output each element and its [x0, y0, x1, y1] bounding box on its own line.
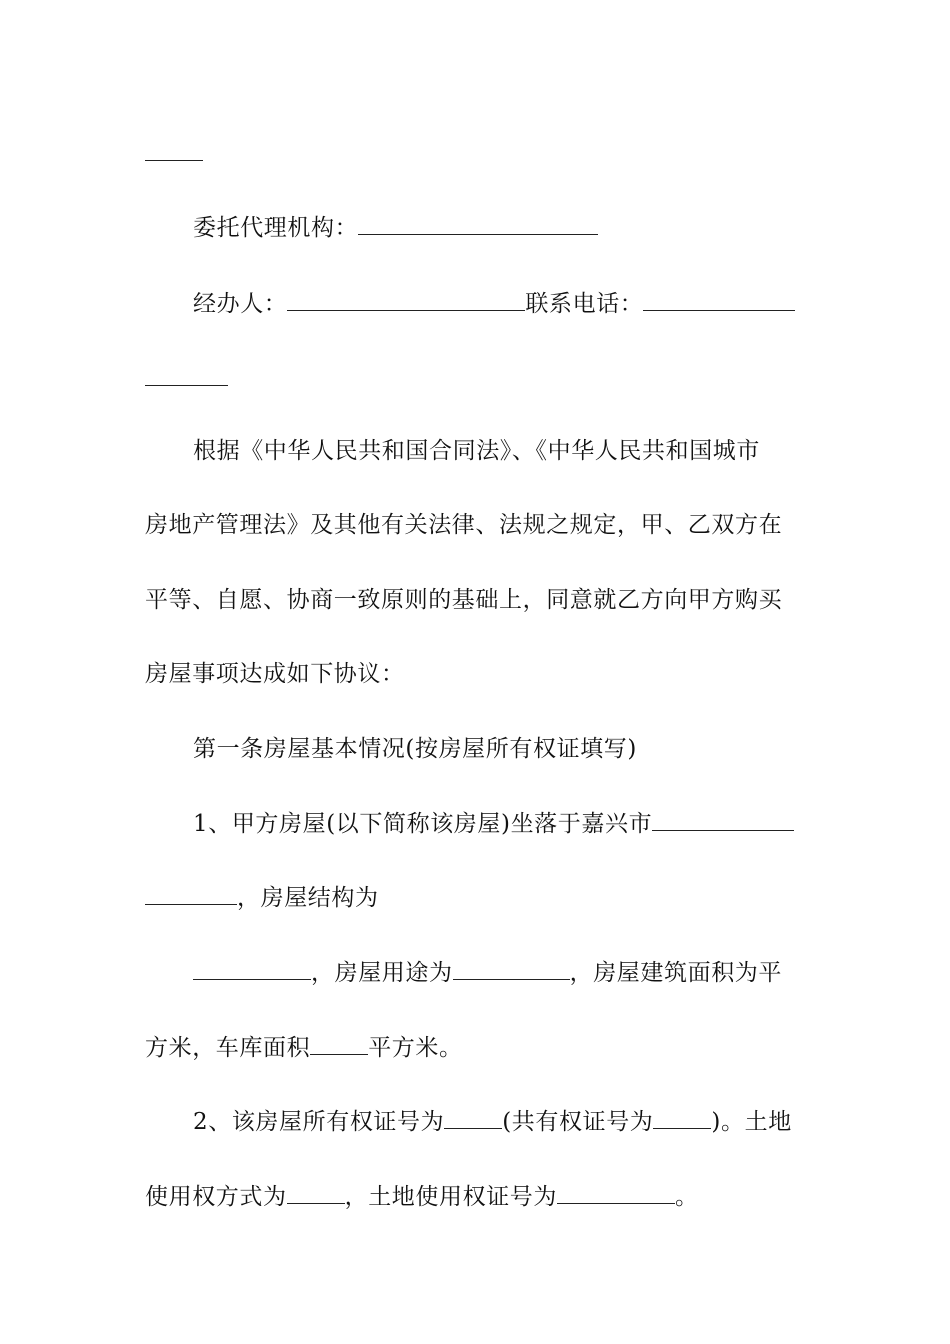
structure-blank[interactable]	[193, 961, 311, 980]
agency-line	[193, 213, 807, 243]
item2-text: 。	[675, 1184, 699, 1210]
item1-line	[145, 1033, 807, 1063]
land-certificate-blank[interactable]	[557, 1185, 675, 1204]
paragraph-line	[145, 659, 807, 689]
paragraph-text: 平等、自愿、协商一致原则的基础上，同意就乙方向甲方购买	[145, 587, 783, 613]
use-blank[interactable]	[453, 961, 570, 980]
phone-blank[interactable]	[643, 292, 795, 311]
land-use-method-blank[interactable]	[287, 1185, 345, 1204]
article-title-text: 第一条房屋基本情况(按房屋所有权证填写)	[193, 736, 637, 762]
location-blank[interactable]	[652, 812, 794, 831]
item2-text: (共有权证号为	[502, 1109, 654, 1135]
phone-label: 联系电话：	[525, 291, 644, 317]
shared-certificate-blank[interactable]	[653, 1110, 711, 1129]
location-blank-continued[interactable]	[145, 886, 237, 905]
paragraph-line	[145, 510, 807, 540]
paragraph-text: 房地产管理法》及其他有关法律、法规之规定，甲、乙双方在	[145, 512, 783, 538]
handler-line	[193, 289, 807, 319]
phone-blank-continued[interactable]	[145, 385, 228, 386]
paragraph-line	[193, 436, 807, 466]
handler-label: 经办人：	[193, 291, 288, 317]
garage-area-blank[interactable]	[310, 1036, 368, 1055]
item1-line	[145, 883, 807, 913]
item1-text: 方米，车库面积	[145, 1035, 311, 1061]
paragraph-line	[145, 585, 807, 615]
handler-blank[interactable]	[287, 292, 525, 311]
blank-line[interactable]	[145, 160, 203, 161]
item1-text: ，房屋用途为	[311, 960, 453, 986]
certificate-blank[interactable]	[444, 1110, 502, 1129]
item2-text: 2、该房屋所有权证号为	[193, 1109, 445, 1135]
paragraph-text: 房屋事项达成如下协议：	[145, 661, 405, 687]
article-title	[193, 734, 807, 764]
item2-text: ，土地使用权证号为	[344, 1184, 558, 1210]
item1-text: ，房屋结构为	[237, 885, 379, 911]
item2-line	[193, 1107, 807, 1137]
agency-blank[interactable]	[358, 216, 598, 235]
item2-text: )。土地	[711, 1109, 792, 1135]
item1-text: 1、甲方房屋(以下简称该房屋)坐落于嘉兴市	[193, 811, 653, 837]
item1-text: 平方米。	[368, 1035, 463, 1061]
item2-line	[145, 1182, 807, 1212]
item1-line	[193, 958, 807, 988]
paragraph-text: 根据《中华人民共和国合同法》、《中华人民共和国城市	[193, 438, 760, 464]
agency-label: 委托代理机构：	[193, 215, 359, 241]
item1-text: ，房屋建筑面积为平	[569, 960, 783, 986]
item1-line	[193, 809, 807, 839]
item2-text: 使用权方式为	[145, 1184, 287, 1210]
